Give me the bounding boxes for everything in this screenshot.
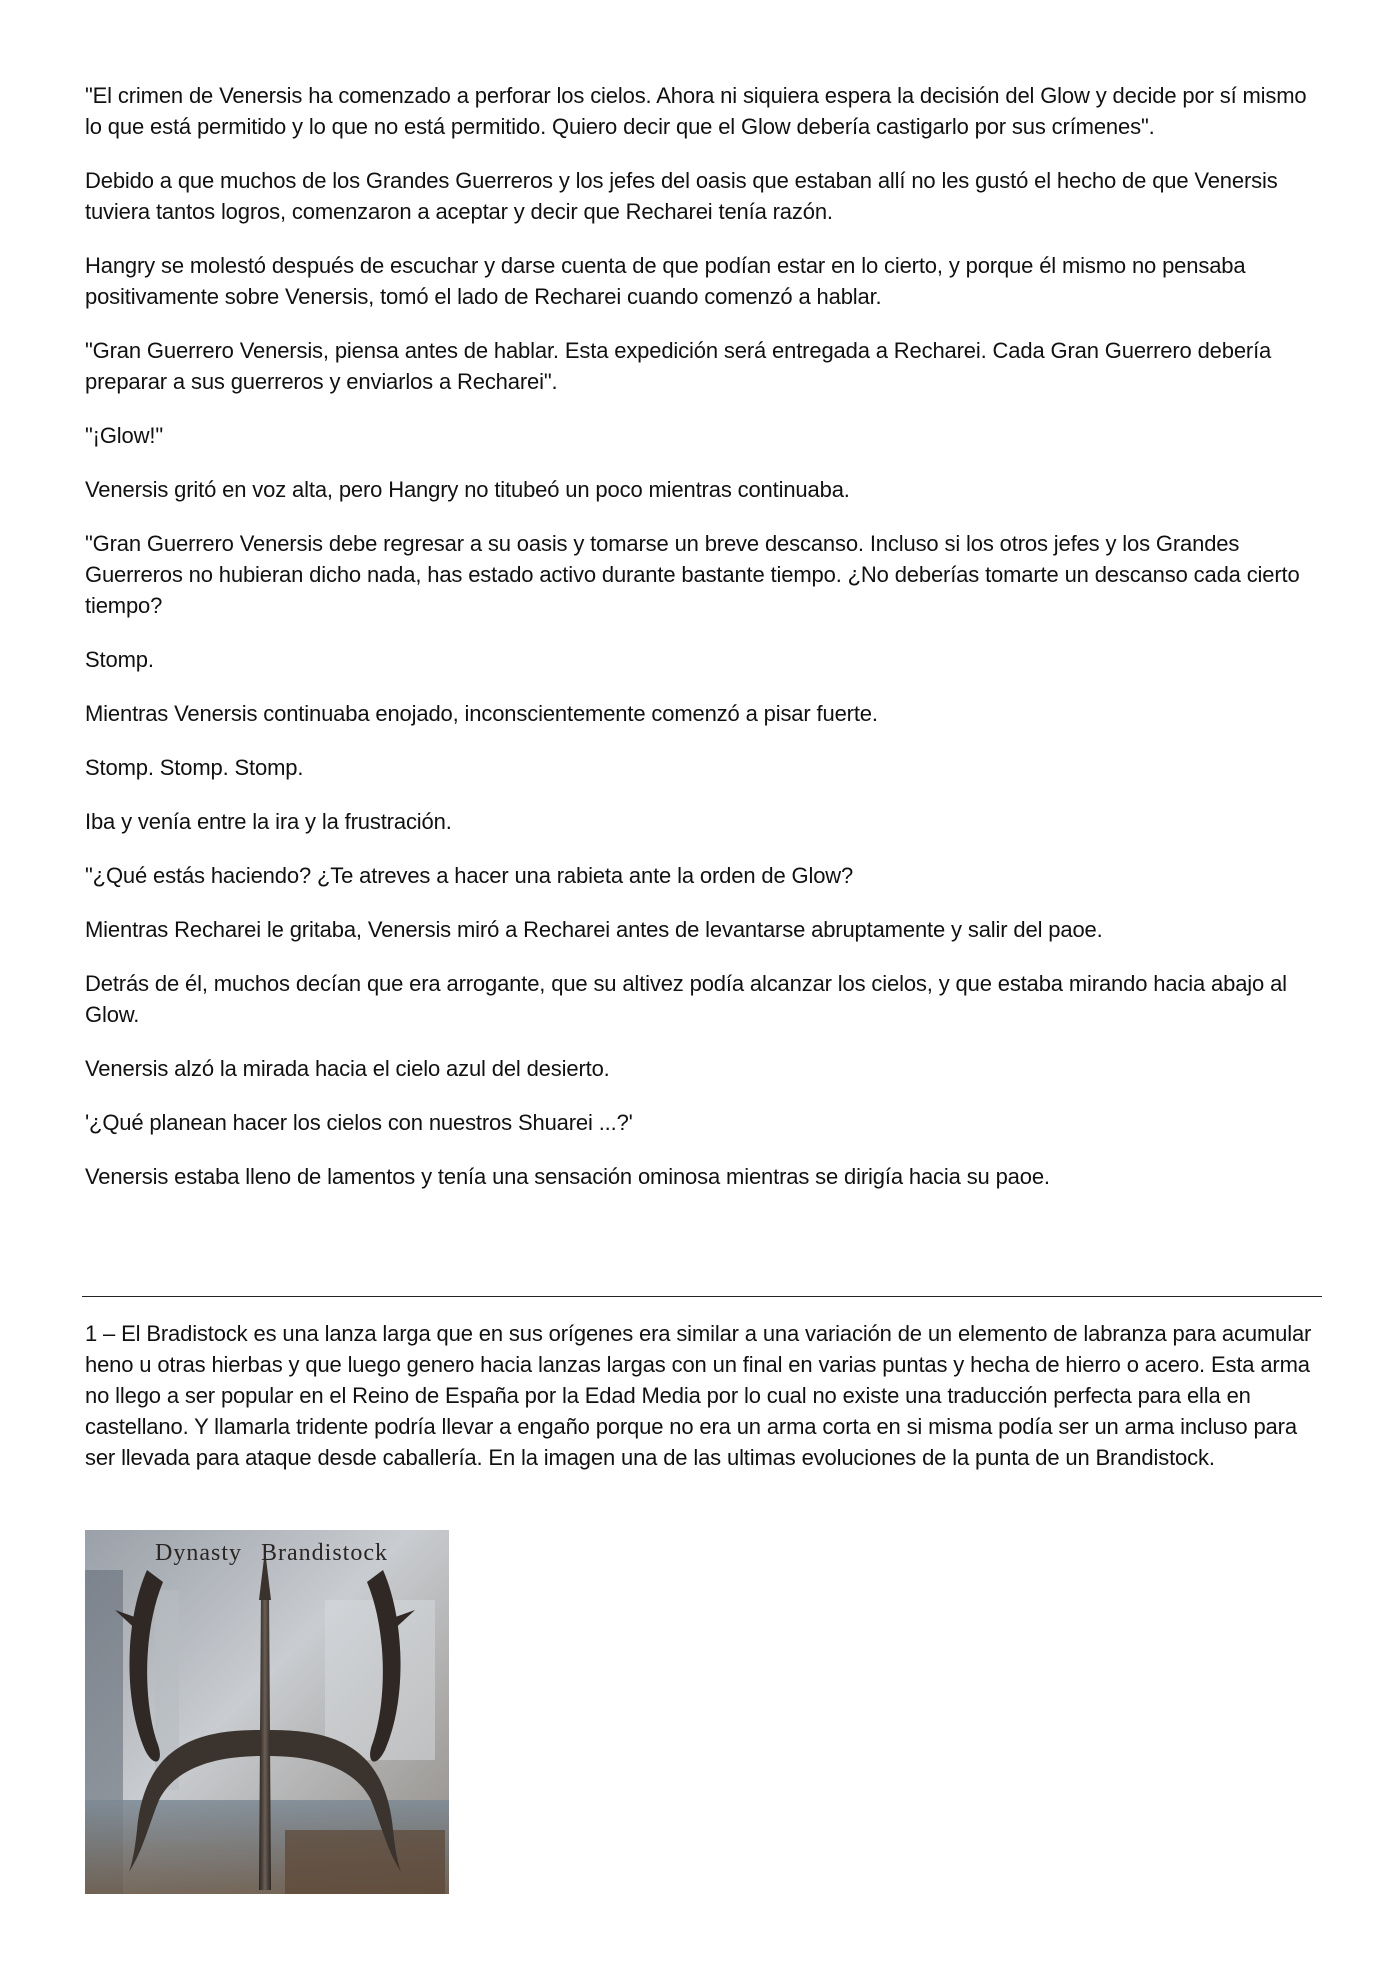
paragraph: "Gran Guerrero Venersis debe regresar a su oasis y tomarse un breve descanso. Incluso si los otros jefes y los Grandes Guerreros no hubieran dicho nada, has estado activo durante bastante tiempo. ¿No deberías tomarte un descanso cada cierto tiempo? (85, 531, 1300, 618)
figure-caption-word2: Brandistock (261, 1540, 388, 1566)
footnote-divider (82, 1296, 1322, 1297)
paragraph: Mientras Venersis continuaba enojado, inconscientemente comenzó a pisar fuerte. (85, 701, 878, 726)
paragraph: Hangry se molestó después de escuchar y darse cuenta de que podían estar en lo cierto, y porque él mismo no pensaba positivamente sobre Venersis, tomó el lado de Recharei cuando comenzó a hablar. (85, 253, 1246, 309)
figure-caption-word1: Dynasty (155, 1540, 242, 1566)
paragraph: Detrás de él, muchos decían que era arrogante, que su altivez podía alcanzar los cielos, y que estaba mirando hacia abajo al Glow. (85, 971, 1287, 1027)
paragraph: "El crimen de Venersis ha comenzado a perforar los cielos. Ahora ni siquiera espera la decisión del Glow y decide por sí mismo lo que está permitido y lo que no está permitido. Quiero decir que el Glow debería castigarlo por sus crímenes". (85, 83, 1307, 139)
brandistock-image (85, 1530, 449, 1894)
paragraph: '¿Qué planean hacer los cielos con nuestros Shuarei ...?' (85, 1110, 633, 1135)
paragraph: "¿Qué estás haciendo? ¿Te atreves a hacer una rabieta ante la orden de Glow? (85, 863, 854, 888)
paragraph: Venersis estaba lleno de lamentos y tenía una sensación ominosa mientras se dirigía hacia su paoe. (85, 1164, 1050, 1189)
paragraph: Venersis gritó en voz alta, pero Hangry no titubeó un poco mientras continuaba. (85, 477, 850, 502)
svg-text:Dynasty Brandistock (155, 1540, 388, 1566)
paragraph: "¡Glow!" (85, 423, 163, 448)
paragraph: Iba y venía entre la ira y la frustración. (85, 809, 452, 834)
paragraph: Stomp. (85, 647, 154, 672)
paragraph: Venersis alzó la mirada hacia el cielo azul del desierto. (85, 1056, 610, 1081)
story-text (85, 80, 1320, 1215)
paragraph: Stomp. Stomp. Stomp. (85, 755, 304, 780)
footnote: 1 – El Bradistock es una lanza larga que en sus orígenes era similar a una variación de un elemento de labranza para acumular heno u otras hierbas y que luego genero hacia lanzas largas con un final en varias puntas y hecha de hierro o acero. Esta arma no llego a ser popular en el Reino de España por la Edad Media por lo cual no existe una traducción perfecta para ella en castellano. Y llamarla tridente podría llevar a engaño porque no era un arma corta en si misma podía ser un arma incluso para ser llevada para ataque desde caballería. En la imagen una de las ultimas evoluciones de la punta de un Brandistock. (85, 1321, 1312, 1470)
paragraph: Debido a que muchos de los Grandes Guerreros y los jefes del oasis que estaban allí no les gustó el hecho de que Venersis tuviera tantos logros, comenzaron a aceptar y decir que Recharei tenía razón. (85, 168, 1278, 224)
paragraph: Mientras Recharei le gritaba, Venersis miró a Recharei antes de levantarse abruptamente y salir del paoe. (85, 917, 1103, 942)
paragraph: "Gran Guerrero Venersis, piensa antes de hablar. Esta expedición será entregada a Recharei. Cada Gran Guerrero debería preparar a sus guerreros y enviarlos a Recharei". (85, 338, 1272, 394)
